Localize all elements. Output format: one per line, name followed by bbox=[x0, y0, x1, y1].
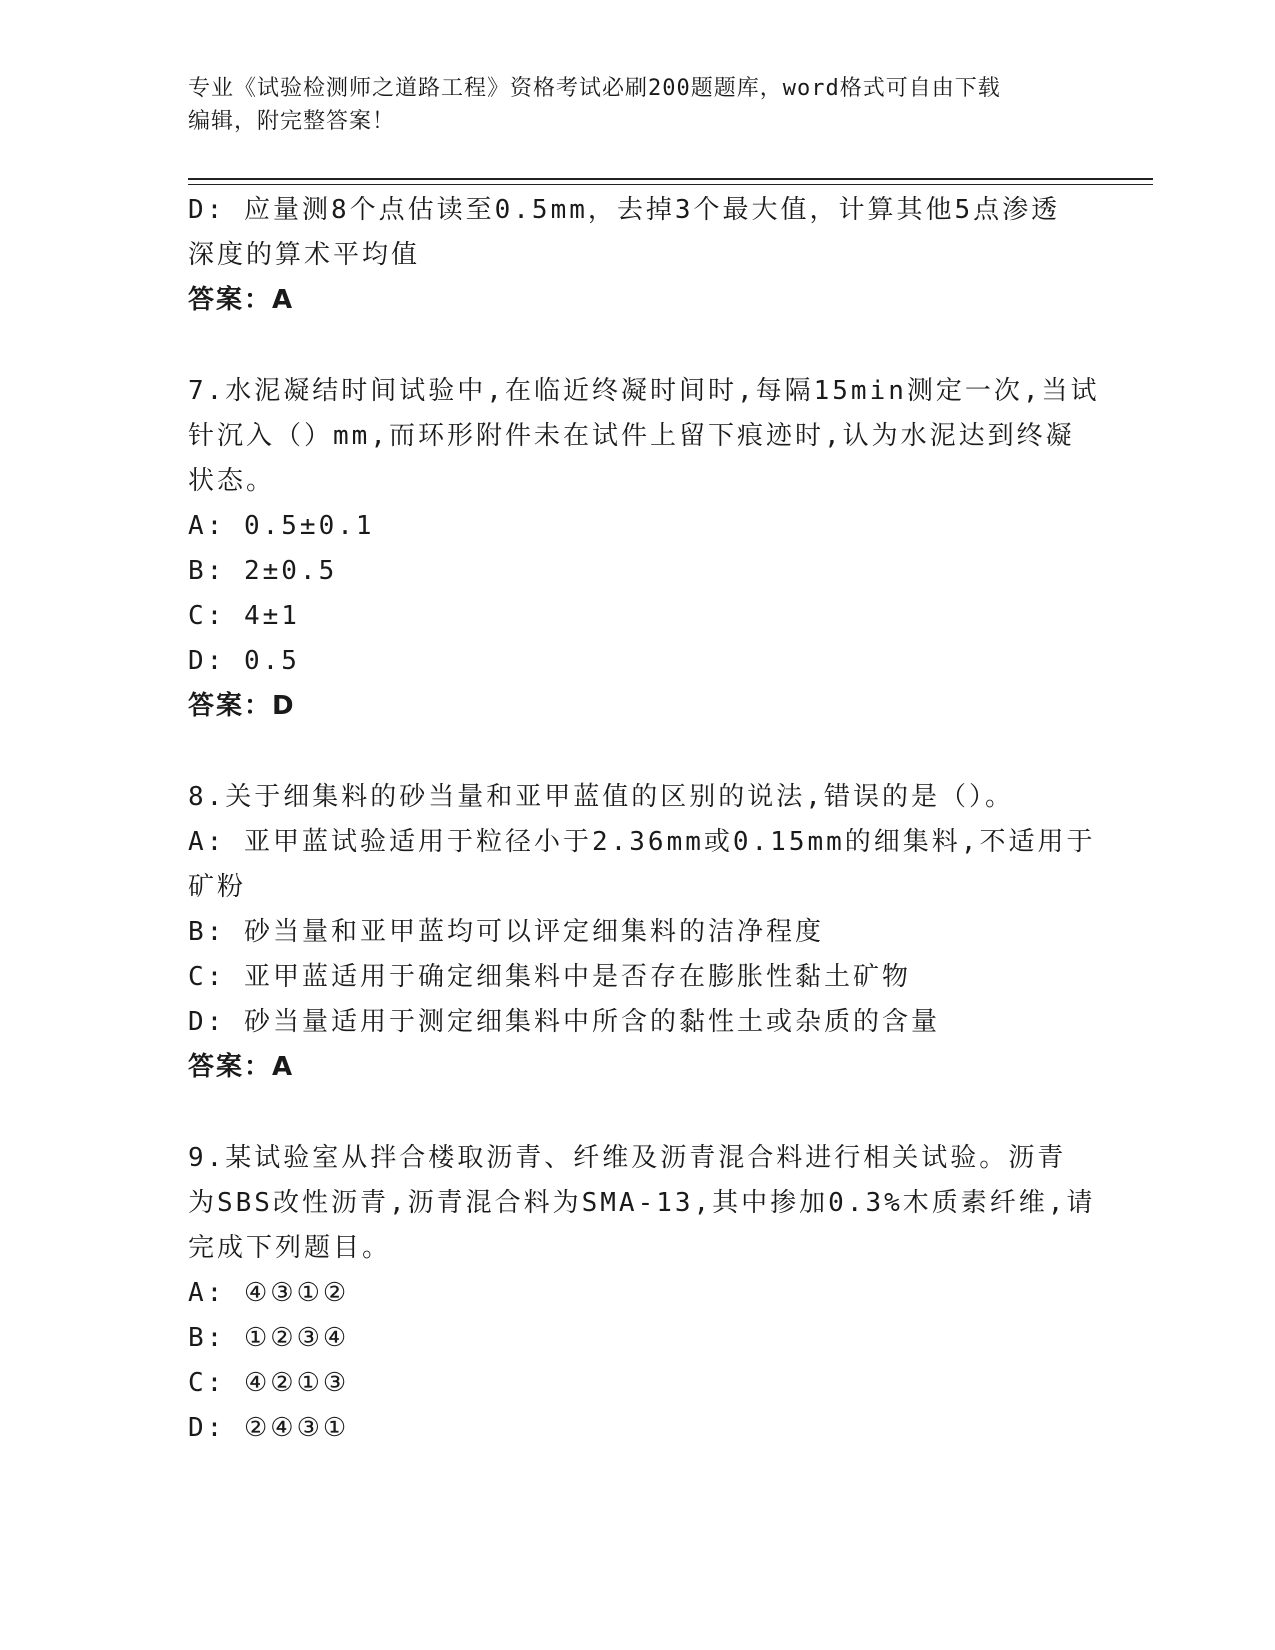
question-stem: 7.水泥凝结时间试验中,在临近终凝时间时,每隔15min测定一次,当试 bbox=[188, 376, 1100, 406]
option-c: C: 亚甲蓝适用于确定细集料中是否存在膨胀性黏土矿物 bbox=[188, 962, 911, 992]
answer: 答案：A bbox=[188, 1052, 295, 1082]
option-a-continued: 矿粉 bbox=[188, 872, 247, 902]
page-header bbox=[188, 72, 1068, 138]
question-6-tail bbox=[188, 188, 1088, 323]
option-d: D: 0.5 bbox=[188, 646, 300, 676]
question-stem: 8.关于细集料的砂当量和亚甲蓝值的区别的说法,错误的是（）。 bbox=[188, 782, 1014, 812]
option-d: D: 应量测8个点估读至0.5mm，去掉3个最大值，计算其他5点渗透 bbox=[188, 195, 1061, 225]
option-d: D: ②④③① bbox=[188, 1413, 350, 1443]
option-b: B: ①②③④ bbox=[188, 1323, 350, 1353]
option-a: A: ④③①② bbox=[188, 1278, 350, 1308]
header-line-1: 专业《试验检测师之道路工程》资格考试必刷200题题库，word格式可自由下载 bbox=[188, 76, 1001, 101]
option-c: C: 4±1 bbox=[188, 601, 300, 631]
header-line-2: 编辑，附完整答案！ bbox=[188, 109, 396, 134]
spacer bbox=[188, 323, 1088, 369]
header-rule-thin bbox=[188, 184, 1153, 185]
header-rule-thick bbox=[188, 178, 1153, 180]
question-stem: 9.某试验室从拌合楼取沥青、纤维及沥青混合料进行相关试验。沥青 bbox=[188, 1143, 1067, 1173]
spacer bbox=[188, 729, 1088, 775]
option-a: A: 0.5±0.1 bbox=[188, 511, 375, 541]
question-9 bbox=[188, 1136, 1096, 1451]
answer: 答案：A bbox=[188, 285, 295, 315]
option-b: B: 砂当量和亚甲蓝均可以评定细集料的洁净程度 bbox=[188, 917, 824, 947]
option-b: B: 2±0.5 bbox=[188, 556, 338, 586]
question-stem-continued: 针沉入（）mm,而环形附件未在试件上留下痕迹时,认为水泥达到终凝 bbox=[188, 421, 1075, 451]
question-stem-continued: 完成下列题目。 bbox=[188, 1233, 392, 1263]
spacer bbox=[188, 1090, 1088, 1136]
question-stem-continued: 状态。 bbox=[188, 466, 276, 496]
option-d: D: 砂当量适用于测定细集料中所含的黏性土或杂质的含量 bbox=[188, 1007, 940, 1037]
question-content bbox=[188, 188, 1100, 1451]
question-8 bbox=[188, 775, 1096, 1090]
answer: 答案：D bbox=[188, 691, 296, 721]
option-d-continued: 深度的算术平均值 bbox=[188, 240, 421, 270]
option-a: A: 亚甲蓝试验适用于粒径小于2.36mm或0.15mm的细集料,不适用于 bbox=[188, 827, 1096, 857]
question-7 bbox=[188, 369, 1100, 729]
question-stem-continued: 为SBS改性沥青,沥青混合料为SMA-13,其中掺加0.3%木质素纤维,请 bbox=[188, 1188, 1096, 1218]
option-c: C: ④②①③ bbox=[188, 1368, 350, 1398]
